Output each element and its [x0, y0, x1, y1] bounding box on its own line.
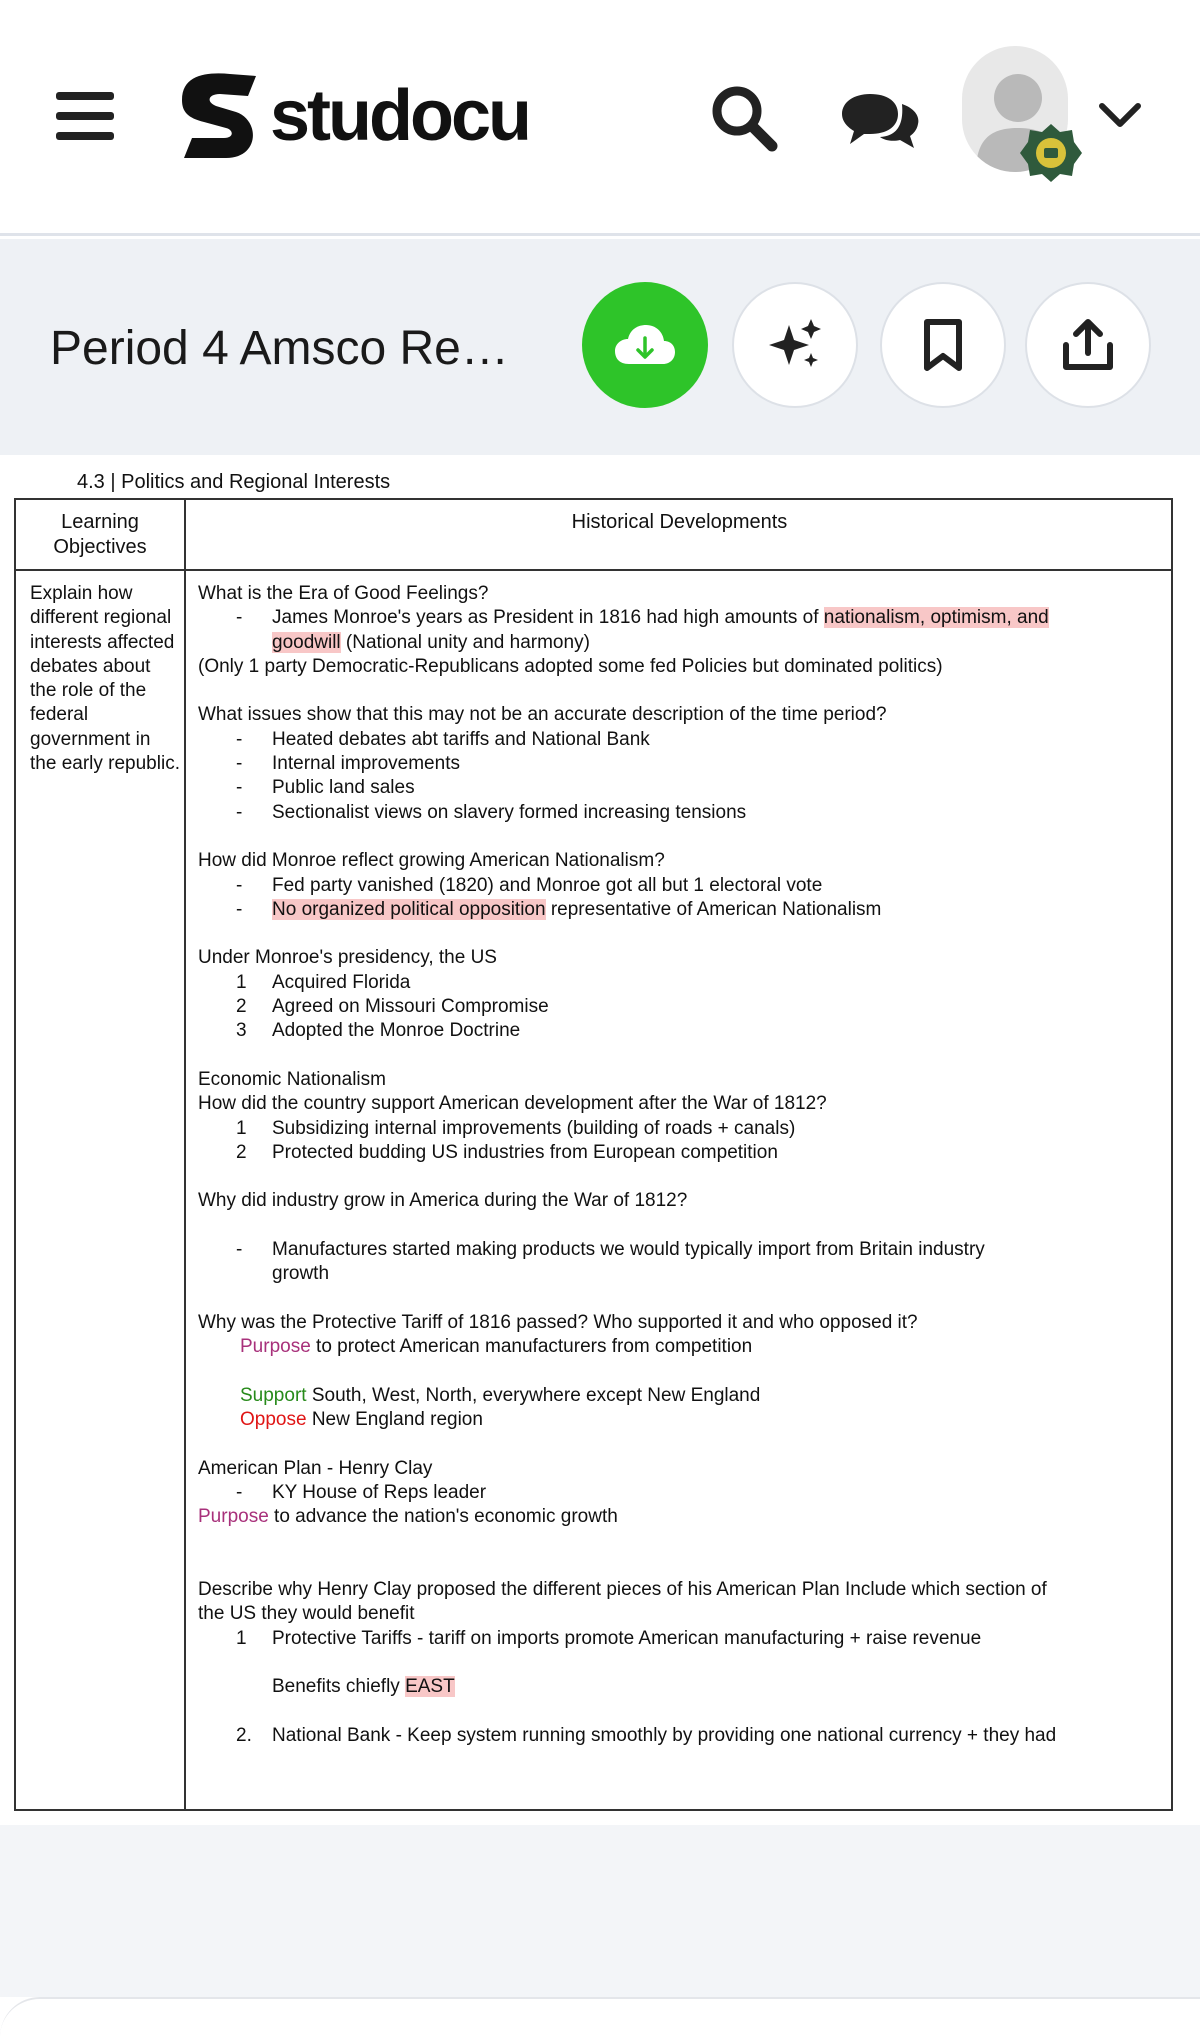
text: New England region	[306, 1409, 483, 1431]
text: Acquired Florida	[272, 971, 411, 993]
text: to advance the nation's economic growth	[268, 1506, 618, 1528]
list-item: 1 Acquired Florida	[236, 971, 411, 993]
text: Heated debates abt tariffs and National Bank	[272, 728, 650, 750]
document-title: Period 4 Amsco Re…	[50, 322, 509, 375]
oppose-line	[198, 1408, 1170, 1432]
studocu-logo[interactable]	[168, 66, 529, 166]
next-page-card	[0, 1997, 1200, 2039]
text: Fed party vanished (1820) and Monroe got all but 1 electoral vote	[272, 874, 823, 896]
list-item: - James Monroe's years as President in 1816 had high amounts of nationalism, optimism, and	[236, 607, 1049, 629]
list-item: - Sectionalist views on slavery formed increasing tensions	[236, 801, 747, 823]
question-continued: the US they would benefit	[198, 1603, 415, 1625]
chevron-down-icon[interactable]	[1098, 98, 1142, 132]
list-item: 3 Adopted the Monroe Doctrine	[236, 1020, 521, 1042]
learning-objective-text: Explain how different regional interests affected debates about the role of the federal government in the early republic.	[30, 583, 180, 775]
text: Protective Tariffs - tariff on imports promote American manufacturing + raise revenue	[272, 1627, 982, 1649]
list-item	[198, 1724, 1170, 1748]
text: Agreed on Missouri Compromise	[272, 996, 549, 1018]
list-item: 2 Agreed on Missouri Compromise	[236, 996, 549, 1018]
list-item: 1 Protective Tariffs - tariff on imports promote American manufacturing + raise revenue	[236, 1627, 982, 1649]
question: How did Monroe reflect growing American Nationalism?	[198, 850, 665, 872]
studocu-logo-mark-icon	[168, 66, 268, 166]
highlight: goodwill	[272, 631, 341, 653]
text: (National unity and harmony)	[340, 631, 590, 653]
table-header-divider	[16, 569, 1171, 571]
text: representative of American Nationalism	[545, 898, 882, 920]
header-learning-objectives	[16, 510, 184, 560]
share-icon	[1062, 317, 1114, 373]
question: Why was the Protective Tariff of 1816 passed? Who supported it and who opposed it?	[198, 1311, 918, 1333]
logo-text: studocu	[270, 76, 529, 156]
text: Internal improvements	[272, 753, 460, 775]
sparkle-icon	[767, 317, 823, 373]
notes-table	[14, 498, 1173, 1811]
highlight: EAST	[405, 1676, 455, 1698]
question: Why did industry grow in America during the War of 1812?	[198, 1190, 688, 1212]
chat-icon[interactable]	[842, 90, 920, 150]
purpose-label: Purpose	[198, 1506, 269, 1528]
note: (Only 1 party Democratic-Republicans adopted some fed Policies but dominated politics)	[198, 655, 943, 677]
question: What is the Era of Good Feelings?	[198, 583, 489, 604]
purpose-line	[198, 1335, 1170, 1359]
purpose-line	[198, 1505, 1170, 1529]
header-historical-developments: Historical Developments	[571, 511, 788, 533]
bookmark-button[interactable]	[880, 282, 1006, 408]
download-icon	[613, 320, 677, 370]
header-learning-text: Learning Objectives	[53, 511, 147, 558]
text: Benefits chiefly	[272, 1676, 406, 1698]
list-item: 1 Subsidizing internal improvements (building of roads + canals)	[236, 1117, 796, 1139]
oppose-label: Oppose	[240, 1409, 307, 1431]
top-navigation-bar	[0, 0, 1200, 236]
benefit-line	[198, 1675, 1170, 1699]
list-marker: 2.	[236, 1724, 252, 1746]
list-item: - KY House of Reps leader	[236, 1481, 487, 1503]
section-heading: 4.3 | Politics and Regional Interests	[77, 471, 391, 493]
subheading: Economic Nationalism	[198, 1068, 386, 1090]
highlight: No organized political opposition	[272, 898, 546, 920]
document-page	[0, 455, 1200, 1825]
text: KY House of Reps leader	[272, 1481, 487, 1503]
question: What issues show that this may not be an accurate description of the time period?	[198, 704, 887, 726]
text: Sectionalist views on slavery formed increasing tensions	[272, 801, 747, 823]
text: Manufactures started making products we would typically import from Britain industry	[272, 1239, 985, 1261]
text: Adopted the Monroe Doctrine	[272, 1020, 521, 1042]
question: Under Monroe's presidency, the US	[198, 947, 497, 969]
document-toolbar	[0, 239, 1200, 455]
share-button[interactable]	[1025, 282, 1151, 408]
download-button[interactable]	[582, 282, 708, 408]
bookmark-icon	[921, 318, 965, 372]
page-gap	[0, 1825, 1200, 1997]
list-item: - Internal improvements	[236, 753, 460, 775]
question: Describe why Henry Clay proposed the different pieces of his American Plan Include which section of	[198, 1579, 1047, 1601]
list-item: - Fed party vanished (1820) and Monroe got all but 1 electoral vote	[236, 874, 823, 896]
text: Protected budding US industries from European competition	[272, 1141, 778, 1163]
historical-developments-body	[198, 582, 1170, 1748]
list-item-continued	[198, 631, 1170, 655]
table-column-divider	[184, 500, 186, 1809]
subheading: American Plan - Henry Clay	[198, 1457, 433, 1479]
text: Subsidizing internal improvements (building of roads + canals)	[272, 1117, 796, 1139]
list-item: - Public land sales	[236, 777, 415, 799]
text: South, West, North, everywhere except New England	[306, 1384, 761, 1406]
text: National Bank - Keep system running smoothly by providing one national currency + they had	[272, 1724, 1057, 1746]
status-badge-icon	[1020, 122, 1082, 184]
support-label: Support	[240, 1384, 307, 1406]
ai-assistant-button[interactable]	[732, 282, 858, 408]
list-item: 2 Protected budding US industries from European competition	[236, 1141, 778, 1163]
text: to protect American manufacturers from competition	[310, 1336, 753, 1358]
list-item: - Heated debates abt tariffs and National Bank	[236, 728, 650, 750]
list-item-continued: growth	[272, 1263, 330, 1285]
list-item: - No organized political opposition representative of American Nationalism	[236, 898, 882, 920]
question: How did the country support American development after the War of 1812?	[198, 1093, 827, 1115]
support-line	[198, 1384, 1170, 1408]
search-icon[interactable]	[708, 82, 780, 154]
list-item: - Manufactures started making products we would typically import from Britain industry	[236, 1239, 985, 1261]
text: James Monroe's years as President in 1816 had high amounts of	[272, 607, 824, 629]
text: Public land sales	[272, 777, 415, 799]
purpose-label: Purpose	[240, 1336, 311, 1358]
highlight: nationalism, optimism, and	[823, 607, 1049, 629]
menu-icon[interactable]	[56, 92, 114, 140]
